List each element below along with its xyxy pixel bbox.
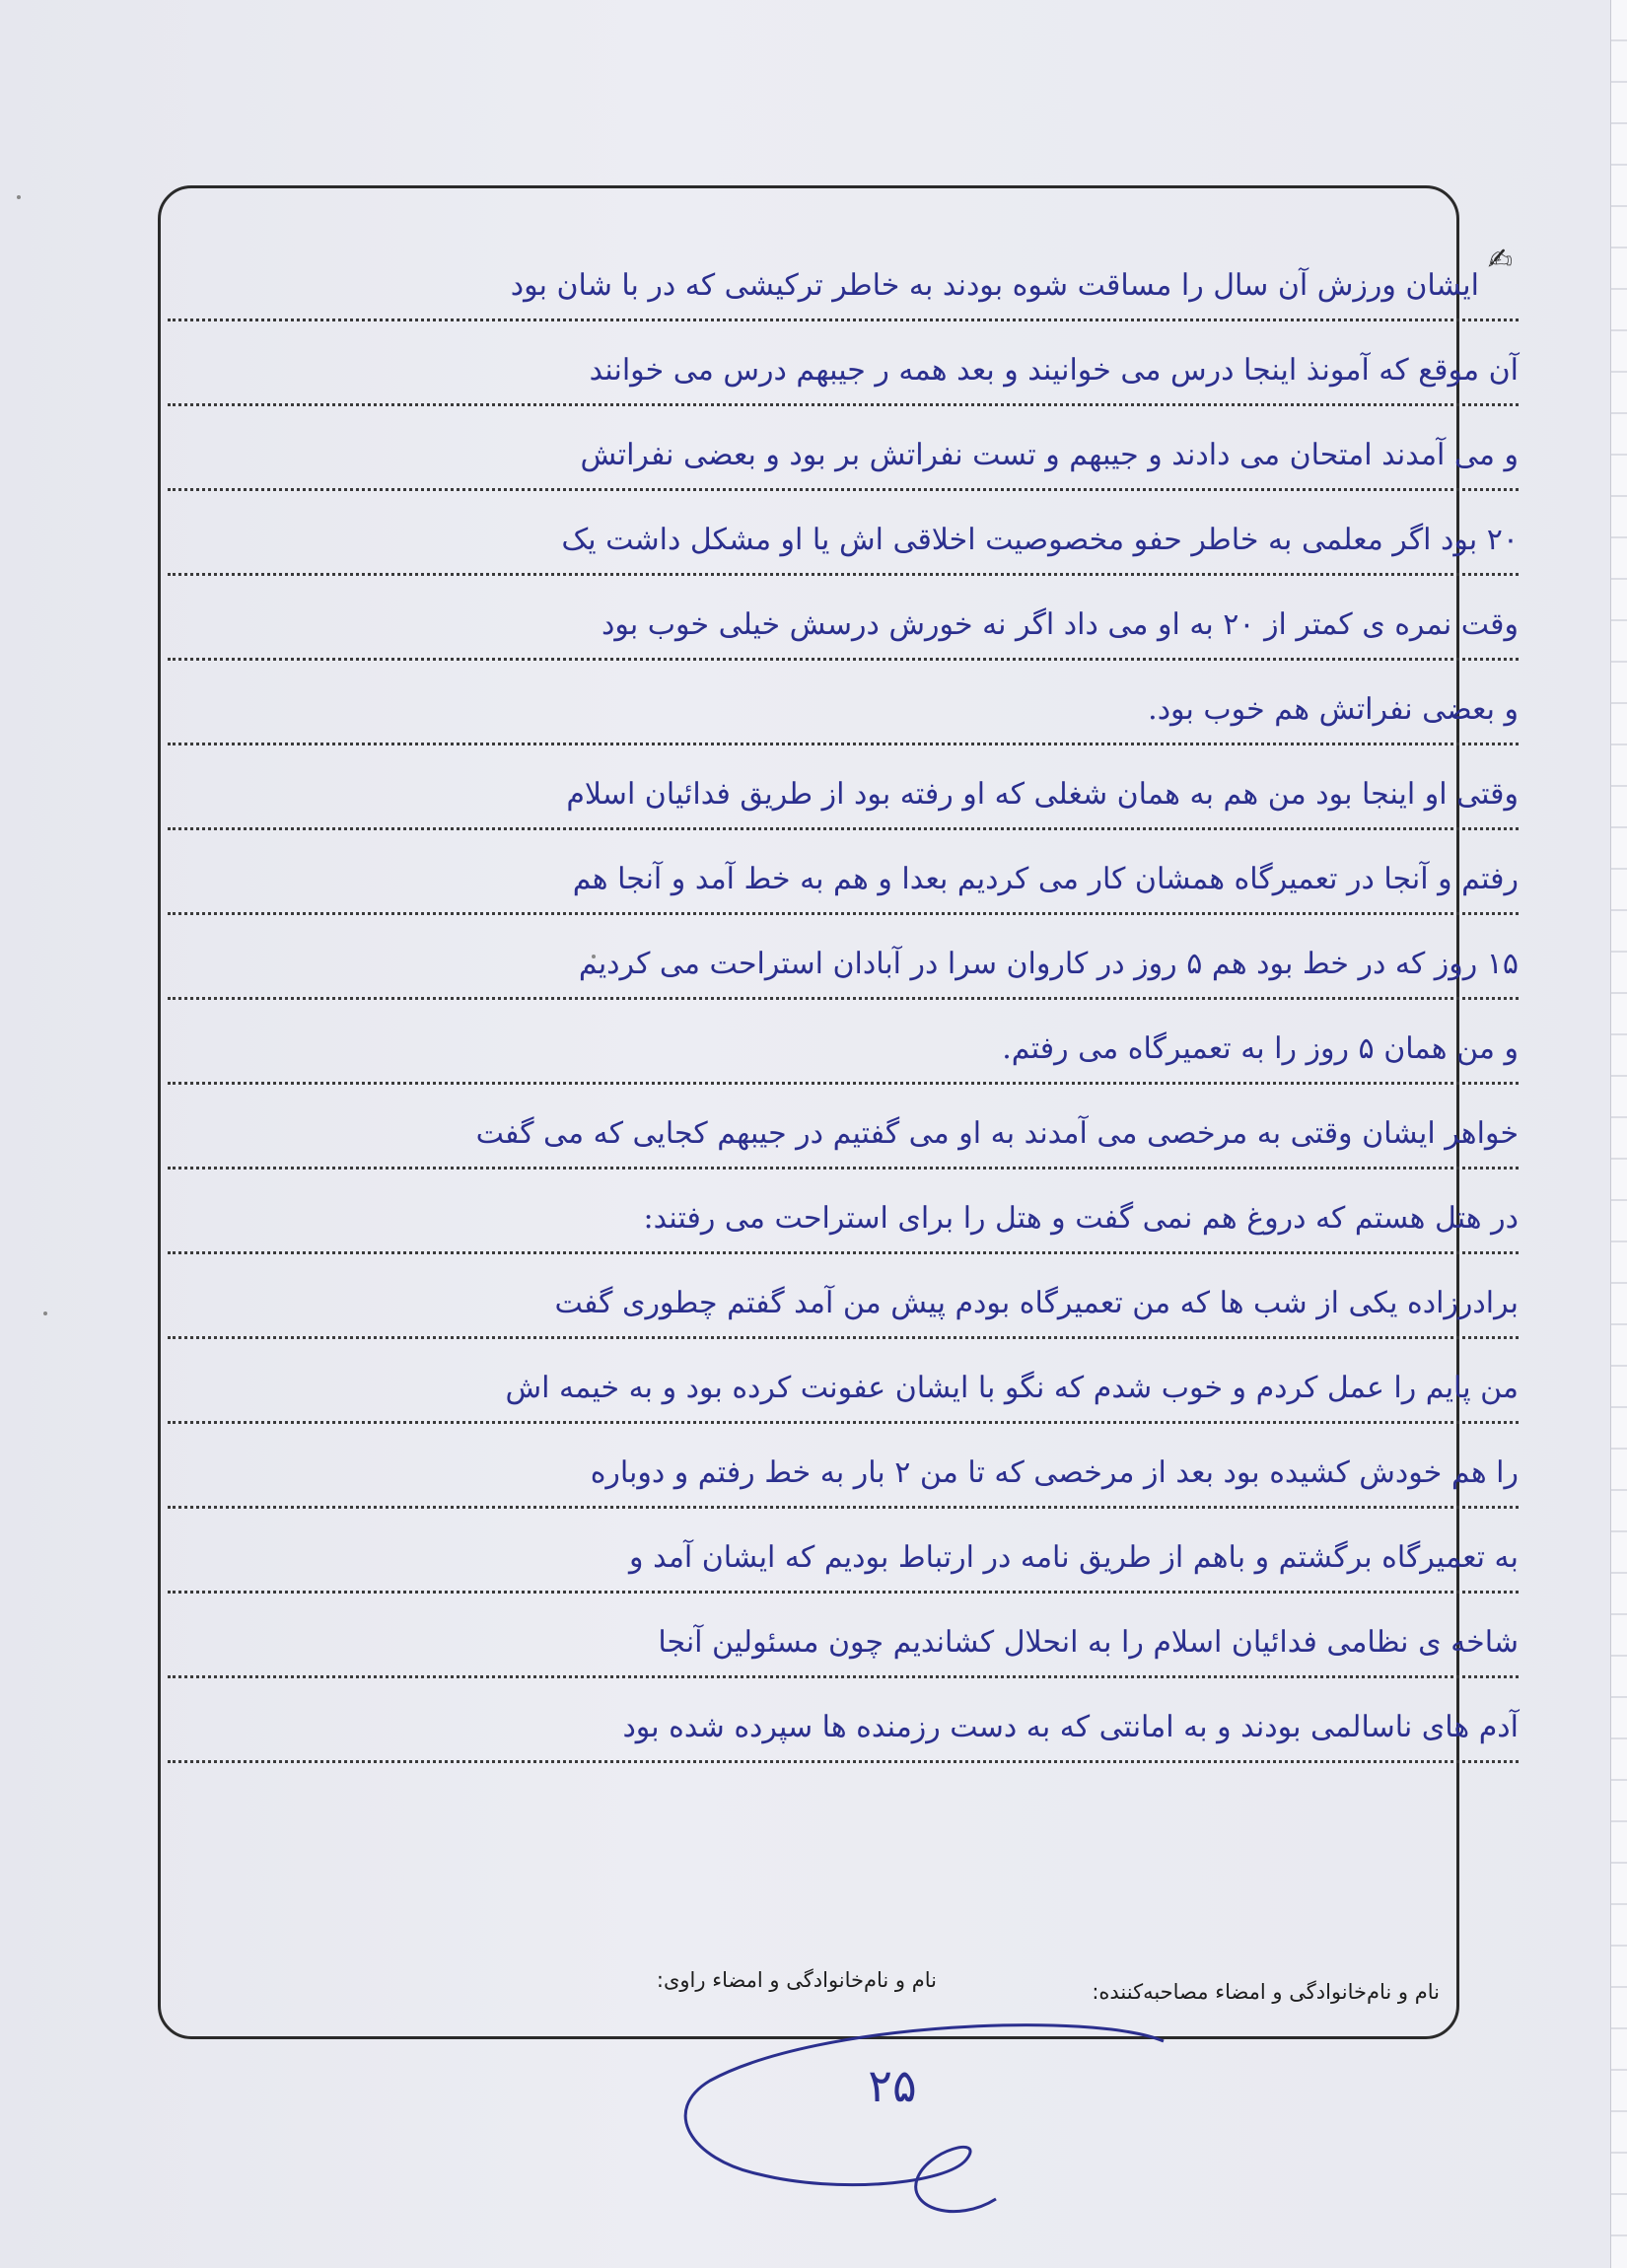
handwritten-text: وقتی او اینجا بود من هم به همان شغلی که او رفته بود از طریق فدائیان اسلام [566,777,1519,812]
handwritten-text: و من همان ۵ روز را به تعمیرگاه می رفتم. [1002,1031,1519,1066]
scan-speck [43,1311,47,1315]
narrator-signature-label: نام و نام‌خانوادگی و امضاء راوی: [656,1968,937,1992]
transcript-line [168,491,1519,576]
handwritten-text: وقت نمره ی کمتر از ۲۰ به او می داد اگر نه خورش درسش خیلی خوب بود [601,607,1519,642]
signature-footer [168,1968,1450,2018]
transcript-lines [168,237,1519,1763]
transcript-line [168,745,1519,830]
handwritten-text: در هتل هستم که دروغ هم نمی گفت و هتل را برای استراحت می رفتند: [643,1201,1519,1236]
transcript-line [168,1424,1519,1509]
transcript-line [168,576,1519,661]
handwritten-text: و بعضی نفراتش هم خوب بود. [1148,692,1519,727]
handwritten-text: به تعمیرگاه برگشتم و باهم از طریق نامه در ارتباط بودیم که ایشان آمد و [629,1540,1519,1575]
transcript-line [168,1254,1519,1339]
transcript-line [168,1085,1519,1169]
handwritten-text: و می آمدند امتحان می دادند و جیبهم و تست نفراتش بر بود و بعضی نفراتش [580,438,1519,472]
handwritten-text: من پایم را عمل کردم و خوب شدم که نگو با ایشان عفونت کرده بود و به خیمه اش [505,1371,1519,1405]
handwritten-text: آدم های ناسالمی بودند و به امانتی که به دست رزمنده ها سپرده شده بود [622,1710,1519,1744]
writing-hand-icon: ✍ [1487,243,1513,277]
handwritten-text: را هم خودش کشیده بود بعد از مرخصی که تا من ۲ بار به خط رفتم و دوباره [590,1455,1519,1490]
handwritten-text: ۲۰ بود اگر معلمی به خاطر حفو مخصوصیت اخلاقی اش یا او مشکل داشت یک [561,523,1519,557]
transcript-line [168,321,1519,406]
handwritten-text: رفتم و آنجا در تعمیرگاه همشان کار می کردیم بعدا و هم به خط آمد و آنجا هم [572,862,1519,896]
handwritten-text: ایشان ورزش آن سال را مساقت شوه بودند به خاطر ترکیشی که در با شان بود [510,268,1479,303]
signature-loop-icon [671,2012,1183,2248]
handwritten-text: برادرزاده یکی از شب ها که من تعمیرگاه بودم پیش من آمد گفتم چطوری گفت [554,1286,1519,1320]
scan-speck [17,195,21,199]
handwritten-text: آن موقع که آمونذ اینجا درس می خوانیند و بعد همه ر جیبهم درس می خوانند [589,353,1519,388]
interviewer-signature-label: نام و نام‌خانوادگی و امضاء مصاحبه‌کننده: [1092,1980,1440,2004]
transcript-line [168,830,1519,915]
transcript-line [168,1000,1519,1085]
transcript-line [168,237,1519,321]
handwritten-text: شاخه ی نظامی فدائیان اسلام را به انحلال کشاندیم چون مسئولین آنجا [658,1625,1519,1660]
handwritten-text: ۱۵ روز که در خط بود هم ۵ روز در کاروان سرا در آبادان استراحت می کردیم [578,947,1519,981]
transcript-line [168,1594,1519,1678]
transcript-line [168,1339,1519,1424]
transcript-line [168,1678,1519,1763]
page-number: ۲۵ [868,2059,917,2112]
transcript-line [168,1169,1519,1254]
page-number-area [671,2012,1183,2248]
page-edge-strip [1610,0,1627,2268]
transcript-line [168,661,1519,745]
handwritten-text: خواهر ایشان وقتی به مرخصی می آمدند به او می گفتیم در جیبهم کجایی که می گفت [475,1116,1519,1151]
transcript-line [168,406,1519,491]
transcript-line [168,915,1519,1000]
transcript-line [168,1509,1519,1594]
